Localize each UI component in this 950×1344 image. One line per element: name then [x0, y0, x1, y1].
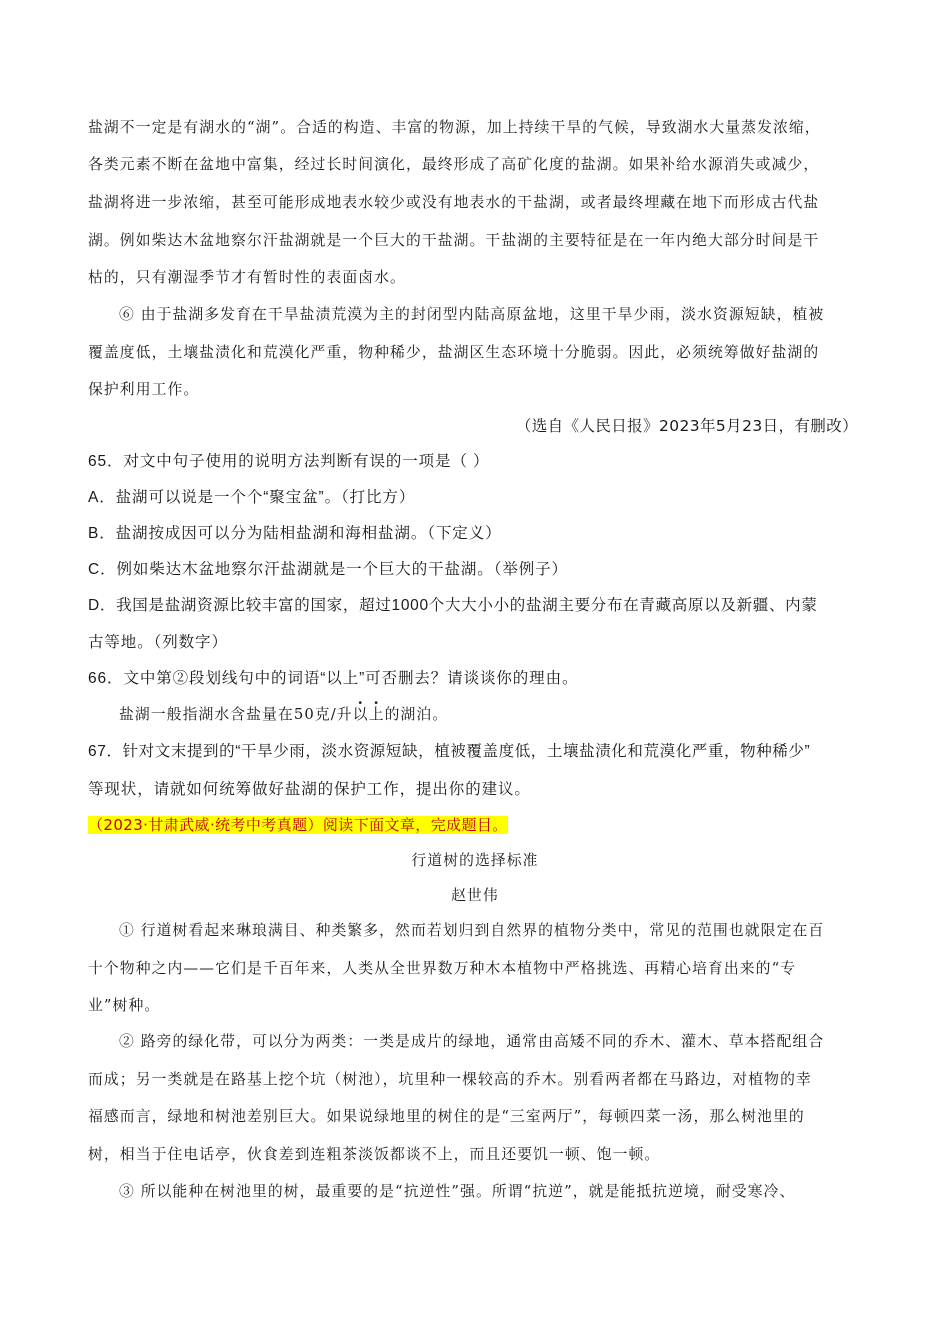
emphasis-dot-char: 以: [352, 706, 369, 723]
passage-line: 保护利用工作。: [88, 381, 200, 398]
passage-line: 覆盖度低，土壤盐渍化和荒漠化严重，物种稀少，盐湖区生态环境十分脆弱。因此，必须统筹做好盐湖的: [88, 344, 820, 361]
highlighted-header: （2023·甘肃武威·统考中考真题）阅读下面文章，完成题目。: [88, 816, 508, 834]
question-67-stem: 67．针对文末提到的“干旱少雨，淡水资源短缺，植被覆盖度低，土壤盐渍化和荒漠化严重，物种稀少”: [88, 743, 811, 760]
article-author: 赵世伟: [451, 887, 499, 904]
article-line: 树，相当于住电话亭，伙食差到连粗茶淡饭都谈不上，而且还要饥一顿、饱一顿。: [88, 1146, 661, 1163]
article-paragraph-3: ③ 所以能种在树池里的树，最重要的是“抗逆性”强。所谓“抗逆”，就是能抵抗逆境，耐受寒冷、: [119, 1183, 796, 1200]
source-citation: （选自《人民日报》2023年5月23日，有删改）: [515, 417, 858, 435]
passage-line: 各类元素不断在盆地中富集，经过长时间演化，最终形成了高矿化度的盐湖。如果补给水源消失或减少，: [88, 156, 820, 173]
question-65-stem: 65．对文中句子使用的说明方法判断有误的一项是（ ）: [88, 453, 490, 470]
quote-text: 盐湖一般指湖水含盐量在50克/升: [119, 706, 353, 723]
passage-line: 盐湖将进一步浓缩，甚至可能形成地表水较少或没有地表水的干盐湖，或者最终埋藏在地下而形成古代盐: [88, 194, 820, 211]
article-line: 十个物种之内——它们是千百年来，人类从全世界数万种木本植物中严格挑选、再精心培育出来的“专: [88, 960, 797, 977]
passage-line: 枯的，只有潮湿季节才有暂时性的表面卤水。: [88, 269, 406, 286]
emphasis-dot-char: 上: [368, 706, 385, 723]
article-title: 行道树的选择标准: [411, 852, 539, 869]
question-67-stem-continued: 等现状，请就如何统筹做好盐湖的保护工作，提出你的建议。: [88, 781, 531, 798]
passage-line: 盐湖不一定是有湖水的“湖”。合适的构造、丰富的物源，加上持续干旱的气候，导致湖水大量蒸发浓缩，: [88, 119, 821, 136]
exam-source-header: [88, 815, 508, 835]
question-66-stem: 66．文中第②段划线句中的词语“以上”可否删去？请谈谈你的理由。: [88, 670, 579, 687]
article-line: 业”树种。: [88, 997, 161, 1014]
question-65-option-b: B．盐湖按成因可以分为陆相盐湖和海相盐湖。（下定义）: [88, 525, 502, 542]
passage-paragraph-6: ⑥ 由于盐湖多发育在干旱盐渍荒漠为主的封闭型内陆高原盆地，这里干旱少雨，淡水资源短缺，植被: [119, 306, 825, 323]
quote-text: 的湖泊。: [384, 706, 449, 723]
question-65-option-a: A．盐湖可以说是一个个“聚宝盆”。（打比方）: [88, 489, 416, 506]
article-paragraph-2: ② 路旁的绿化带，可以分为两类：一类是成片的绿地，通常由高矮不同的乔木、灌木、草本搭配组合: [119, 1033, 825, 1050]
question-65-option-c: C．例如柴达木盆地察尔汗盐湖就是一个巨大的干盐湖。（举例子）: [88, 561, 568, 578]
article-paragraph-1: ① 行道树看起来琳琅满目、种类繁多，然而若划归到自然界的植物分类中，常见的范围也就限定在百: [119, 922, 825, 939]
passage-line: 湖。例如柴达木盆地察尔汗盐湖就是一个巨大的干盐湖。干盐湖的主要特征是在一年内绝大部分时间是干: [88, 232, 820, 249]
article-line: 而成；另一类就是在路基上挖个坑（树池），坑里种一棵较高的乔木。别看两者都在马路边，对植物的幸: [88, 1071, 812, 1088]
question-65-option-d: D．我国是盐湖资源比较丰富的国家，超过1000个大大小小的盐湖主要分布在青藏高原以及新疆、内蒙: [88, 597, 818, 614]
question-65-option-d-continued: 古等地。（列数字）: [88, 634, 228, 651]
question-66-quote: [119, 705, 448, 725]
article-line: 福感而言，绿地和树池差别巨大。如果说绿地里的树住的是“三室两厅”，每顿四菜一汤，那么树池里的: [88, 1108, 805, 1125]
